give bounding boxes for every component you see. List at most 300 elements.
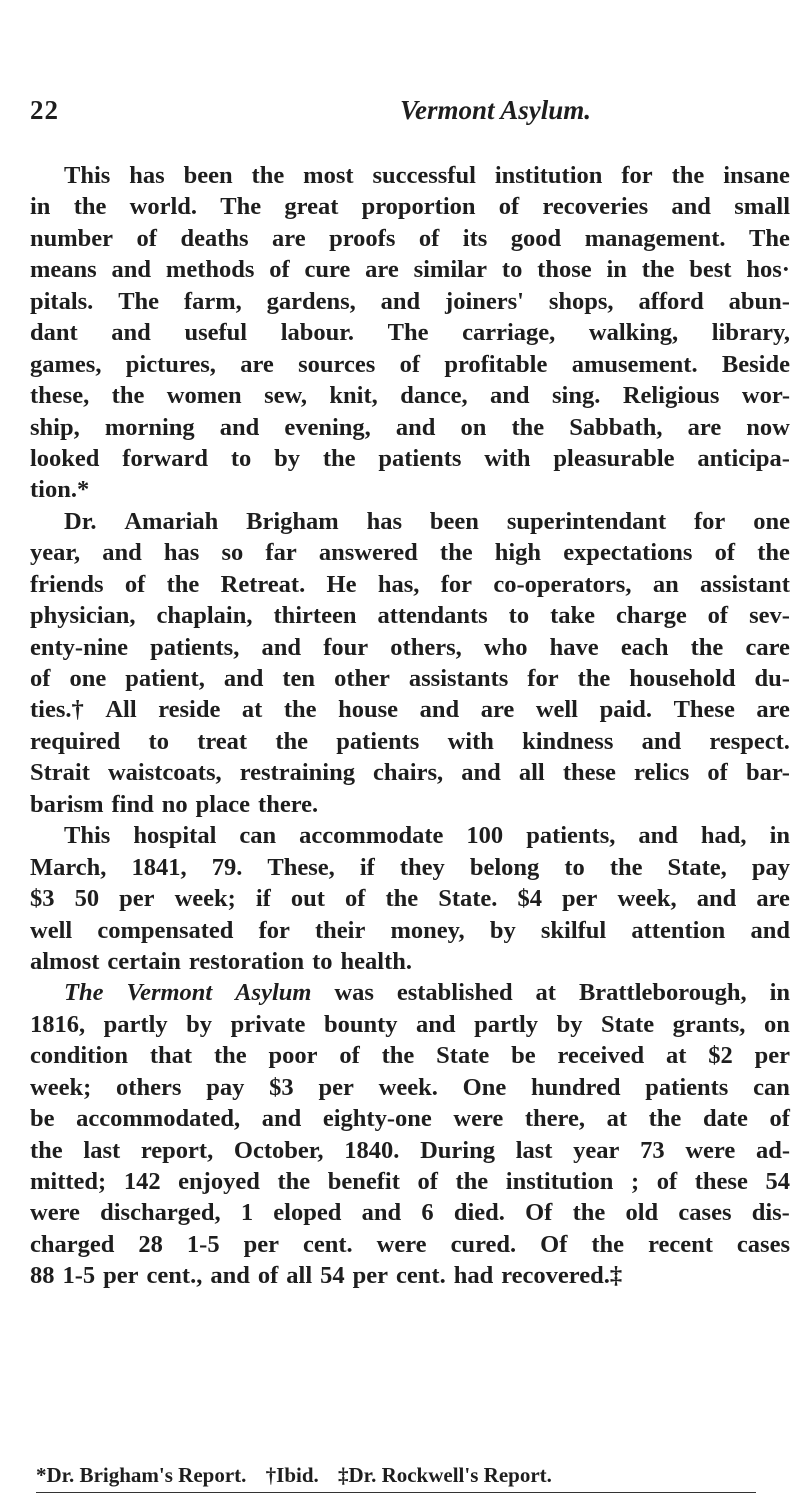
word: the	[73, 193, 107, 221]
footnote-2: †Ibid.	[265, 1463, 319, 1487]
word: afford	[638, 287, 704, 315]
word: has,	[377, 570, 420, 598]
word: hundred	[531, 1073, 621, 1101]
text-line	[30, 663, 790, 694]
word: be	[511, 1042, 536, 1070]
word: of	[136, 224, 157, 252]
word: superintendant	[506, 507, 667, 535]
word: in	[769, 822, 790, 850]
text-line	[30, 1229, 790, 1260]
word: du-	[754, 665, 790, 692]
word: of	[257, 1262, 279, 1290]
word: 28	[138, 1230, 163, 1258]
word: ship,	[30, 413, 80, 441]
word: $4	[517, 885, 542, 913]
word: health.	[340, 947, 412, 975]
word: with	[447, 727, 494, 755]
word: these	[694, 1168, 748, 1195]
word: belong	[469, 853, 540, 881]
word: sev-	[749, 602, 790, 630]
page-header	[30, 95, 790, 135]
text-line	[30, 412, 790, 443]
word: in	[30, 193, 51, 221]
word: place	[195, 790, 251, 818]
word: had	[453, 1262, 494, 1290]
word: pay	[751, 853, 790, 881]
word: Retreat.	[220, 570, 306, 598]
text-line	[30, 977, 790, 1008]
word: hospital	[133, 822, 217, 850]
word: methods	[165, 256, 255, 284]
word: week;	[30, 1073, 92, 1101]
word: pitals.	[30, 287, 94, 315]
word: March,	[30, 853, 107, 881]
text-line	[30, 569, 790, 600]
word: 100	[466, 822, 504, 850]
body-text	[30, 160, 790, 1292]
word: insane	[723, 162, 790, 189]
word: had,	[700, 822, 747, 850]
word: world.	[129, 193, 198, 221]
word: and	[416, 1010, 456, 1038]
word: the	[251, 162, 285, 189]
word: that	[149, 1042, 193, 1070]
word: the	[591, 1230, 625, 1258]
word: Asylum	[235, 979, 312, 1007]
word: week;	[174, 885, 236, 913]
word: date	[702, 1105, 748, 1133]
text-line	[30, 254, 790, 285]
word: week,	[617, 885, 677, 913]
word: the	[757, 539, 790, 567]
word: and	[261, 1105, 302, 1133]
word: were	[685, 1136, 736, 1164]
word: of	[707, 759, 728, 787]
word: cent.,	[146, 1262, 203, 1290]
word: paid.	[599, 696, 652, 724]
word: women	[166, 382, 242, 410]
word: This	[64, 822, 111, 850]
word: forward	[122, 444, 209, 472]
word: report,	[140, 1136, 214, 1164]
word: successful	[372, 162, 476, 189]
word: of	[656, 1168, 678, 1195]
word: of	[345, 885, 366, 913]
word: money,	[390, 916, 465, 944]
word: The	[749, 224, 790, 252]
word: in	[769, 979, 790, 1007]
word: Vermont	[126, 979, 213, 1007]
word: abun-	[728, 287, 790, 315]
word: the	[572, 1199, 606, 1227]
word: the	[511, 413, 545, 441]
word: year,	[30, 539, 81, 567]
word: the	[648, 1105, 682, 1133]
word: recovered.‡	[501, 1262, 623, 1290]
word: with	[484, 444, 531, 472]
text-line	[30, 1166, 790, 1197]
word: can	[753, 1073, 790, 1101]
page-number: 22	[30, 95, 59, 125]
word: others,	[390, 633, 462, 661]
word: of	[418, 224, 440, 252]
word: State	[601, 1010, 655, 1038]
word: evening,	[284, 413, 371, 441]
word: profitable	[444, 350, 548, 378]
word: patients	[336, 727, 420, 755]
word: institution	[494, 162, 603, 189]
word: each	[620, 633, 669, 661]
word: for	[621, 162, 653, 189]
word: cent.	[396, 1262, 446, 1290]
text-line	[30, 726, 790, 757]
word: of	[124, 570, 146, 598]
word: treat	[197, 727, 248, 755]
word: hos·	[746, 256, 790, 284]
word: care	[745, 633, 790, 661]
word: by	[489, 916, 516, 944]
word: to	[508, 602, 530, 630]
word: by	[186, 1010, 213, 1038]
word: far	[265, 539, 297, 567]
word: for	[527, 665, 559, 692]
word: to	[501, 256, 523, 284]
word: 54	[320, 1262, 345, 1290]
word: gardens,	[266, 287, 356, 315]
word: there.	[258, 790, 319, 818]
word: was	[334, 979, 374, 1007]
word: compensated	[97, 916, 234, 944]
word: useful	[184, 319, 248, 347]
text-line	[30, 474, 790, 505]
word: of	[269, 256, 290, 284]
word: skilful	[540, 916, 607, 944]
word: $3	[30, 885, 55, 913]
word: These	[673, 696, 735, 724]
word: are	[687, 413, 722, 441]
word: shops,	[548, 287, 614, 315]
word: charged	[30, 1230, 115, 1258]
word: dance,	[400, 382, 468, 410]
word: be	[30, 1105, 55, 1133]
word: cent.	[302, 1230, 353, 1258]
text-line	[30, 380, 790, 411]
word: barism	[30, 790, 104, 818]
word: are	[365, 256, 399, 284]
word: ten	[282, 665, 316, 692]
word: the	[381, 1042, 415, 1070]
word: sources	[298, 350, 376, 378]
word: of	[339, 1042, 360, 1070]
word: well	[535, 696, 578, 724]
word: chairs,	[373, 759, 444, 787]
word: chaplain,	[156, 602, 253, 630]
word: pictures,	[125, 350, 216, 378]
word: the	[322, 444, 356, 472]
text-line	[30, 349, 790, 380]
word: four	[323, 633, 369, 661]
word: of	[707, 602, 729, 630]
word: if	[255, 885, 271, 913]
word: library,	[711, 319, 790, 347]
word: $3	[269, 1073, 294, 1101]
word: looked	[30, 444, 100, 472]
text-line	[30, 286, 790, 317]
word: dant	[30, 319, 78, 347]
text-line	[30, 537, 790, 568]
word: relics	[633, 759, 690, 787]
word: The	[64, 979, 104, 1007]
word: best	[689, 256, 732, 284]
word: the	[283, 696, 317, 724]
word: find	[111, 790, 154, 818]
word: last	[83, 1136, 121, 1164]
word: knit,	[329, 382, 378, 410]
text-line	[30, 1072, 790, 1103]
word: house	[338, 696, 399, 724]
word: bounty	[323, 1010, 398, 1038]
word: pay	[206, 1073, 245, 1101]
text-line	[30, 223, 790, 254]
word: and	[261, 633, 302, 661]
word: and	[223, 665, 264, 692]
word: enty-nine	[30, 633, 128, 661]
word: has	[129, 162, 165, 189]
word: During	[420, 1136, 495, 1164]
word: ad-	[755, 1136, 790, 1164]
word: almost	[30, 947, 100, 975]
word: and	[111, 319, 151, 347]
text-line	[30, 632, 790, 663]
text-line	[30, 915, 790, 946]
word: to	[230, 444, 252, 472]
word: sew,	[264, 382, 307, 410]
word: for	[258, 916, 290, 944]
word: the	[111, 382, 145, 410]
word: cases	[678, 1199, 732, 1227]
word: wor-	[741, 382, 790, 410]
word: reside	[158, 696, 221, 724]
word: He	[326, 570, 357, 598]
word: Amariah	[124, 507, 219, 535]
word: similar	[413, 256, 488, 284]
word: of	[30, 665, 51, 692]
word: the	[277, 1168, 311, 1195]
word: management.	[584, 224, 726, 252]
word: at	[606, 1105, 628, 1133]
word: assistant	[700, 570, 790, 598]
footnote-rule	[36, 1492, 756, 1493]
word: for	[694, 507, 726, 535]
text-line	[30, 694, 790, 725]
word: to	[564, 853, 585, 881]
word: State.	[438, 885, 498, 913]
word: other	[334, 665, 390, 692]
word: 6	[421, 1199, 434, 1227]
word: Strait	[30, 759, 90, 787]
word: dis-	[751, 1199, 790, 1227]
word: patients	[645, 1073, 729, 1101]
word: at	[241, 696, 263, 724]
footnotes	[36, 1460, 756, 1490]
word: there,	[524, 1105, 585, 1133]
word: were	[453, 1105, 504, 1133]
word: The	[387, 319, 429, 347]
word: sing.	[552, 382, 601, 410]
word: no	[161, 790, 188, 818]
word: the	[671, 162, 705, 189]
word: 79.	[211, 853, 243, 881]
word: are	[240, 350, 274, 378]
word: high	[494, 539, 542, 567]
word: thirteen	[273, 602, 357, 630]
word: waistcoats,	[107, 759, 222, 787]
word: Of	[540, 1230, 568, 1258]
word: accommodate	[299, 822, 444, 850]
word: are	[272, 224, 306, 252]
word: by	[274, 444, 301, 472]
text-line	[30, 317, 790, 348]
word: pleasurable	[553, 444, 675, 472]
word: One	[462, 1073, 507, 1101]
word: poor	[268, 1042, 318, 1070]
word: received	[557, 1042, 645, 1070]
word: Dr.	[64, 507, 97, 535]
word: the	[609, 853, 643, 881]
word: are	[756, 696, 790, 724]
word: bar-	[745, 759, 790, 787]
word: its	[462, 224, 488, 252]
word: Beside	[721, 350, 790, 378]
word: of	[417, 1168, 438, 1195]
text-line	[30, 1103, 790, 1134]
word: joiners'	[445, 287, 524, 315]
word: per	[754, 1042, 790, 1070]
word: expectations	[563, 539, 693, 567]
word: the	[213, 1042, 247, 1070]
word: at	[535, 979, 556, 1007]
word: good	[510, 224, 562, 252]
word: out	[290, 885, 325, 913]
word: last	[515, 1136, 553, 1164]
word: of	[399, 350, 420, 378]
word: proportion	[361, 193, 476, 221]
word: 1840.	[344, 1136, 400, 1164]
word: benefit	[327, 1168, 400, 1195]
text-line	[30, 1009, 790, 1040]
word: the	[275, 727, 309, 755]
word: and	[490, 382, 530, 410]
word: tion.*	[30, 476, 90, 504]
word: The	[118, 287, 160, 315]
word: 1841,	[131, 853, 187, 881]
word: attendants	[377, 602, 488, 630]
word: and	[641, 727, 682, 755]
word: assistants	[408, 665, 509, 692]
word: eloped	[273, 1199, 342, 1227]
word: mitted;	[30, 1168, 107, 1195]
word: and	[395, 413, 436, 441]
word: kindness	[522, 727, 614, 755]
word: morning	[104, 413, 195, 441]
word: one	[69, 665, 107, 692]
footnote-3: ‡Dr. Rockwell's Report.	[338, 1463, 552, 1487]
word: are	[756, 885, 790, 913]
word: these,	[30, 382, 90, 410]
word: cure	[304, 256, 351, 284]
text-line	[30, 160, 790, 191]
word: Religious	[622, 382, 720, 410]
word: patient,	[125, 665, 205, 692]
word: patients,	[526, 822, 616, 850]
word: one	[753, 507, 790, 535]
word: charge	[615, 602, 687, 630]
running-title: Vermont Asylum.	[400, 95, 592, 125]
word: eighty-one	[322, 1105, 432, 1133]
word: number	[30, 224, 114, 252]
word: patients	[378, 444, 462, 472]
word: the	[641, 256, 675, 284]
word: 50	[74, 885, 100, 913]
word: partly	[103, 1010, 168, 1038]
word: These,	[267, 853, 335, 881]
word: to	[148, 727, 169, 755]
word: restraining	[239, 759, 355, 787]
word: if	[359, 853, 375, 881]
word: well	[30, 916, 73, 944]
word: and	[111, 256, 152, 284]
text-line	[30, 506, 790, 537]
word: amusement.	[571, 350, 698, 378]
word: and	[750, 916, 790, 944]
word: answered	[318, 539, 418, 567]
word: died.	[453, 1199, 505, 1227]
word: household	[629, 665, 736, 692]
word: accommodated,	[76, 1105, 241, 1133]
word: all	[518, 759, 545, 787]
word: Sabbath,	[569, 413, 663, 441]
word: The	[220, 193, 262, 221]
word: partly	[474, 1010, 539, 1038]
word: to	[312, 947, 333, 975]
word: private	[230, 1010, 306, 1038]
word: labour.	[280, 319, 355, 347]
word: the	[385, 885, 419, 913]
word: established	[396, 979, 513, 1007]
word: an	[652, 570, 679, 598]
text-line	[30, 1040, 790, 1071]
word: respect.	[709, 727, 790, 755]
word: and	[361, 1199, 402, 1227]
word: per	[103, 1262, 139, 1290]
text-line	[30, 1135, 790, 1166]
word: have	[549, 633, 599, 661]
word: 73	[640, 1136, 665, 1164]
word: the	[30, 1136, 63, 1164]
word: This	[64, 162, 111, 189]
word: the	[166, 570, 200, 598]
word: great	[284, 193, 339, 221]
word: most	[303, 162, 354, 189]
word: per	[318, 1073, 354, 1101]
text-line	[30, 789, 790, 820]
word: who	[483, 633, 528, 661]
word: October,	[233, 1136, 324, 1164]
word: and	[210, 1262, 250, 1290]
word: deaths	[180, 224, 249, 252]
text-line	[30, 443, 790, 474]
word: the	[439, 539, 473, 567]
